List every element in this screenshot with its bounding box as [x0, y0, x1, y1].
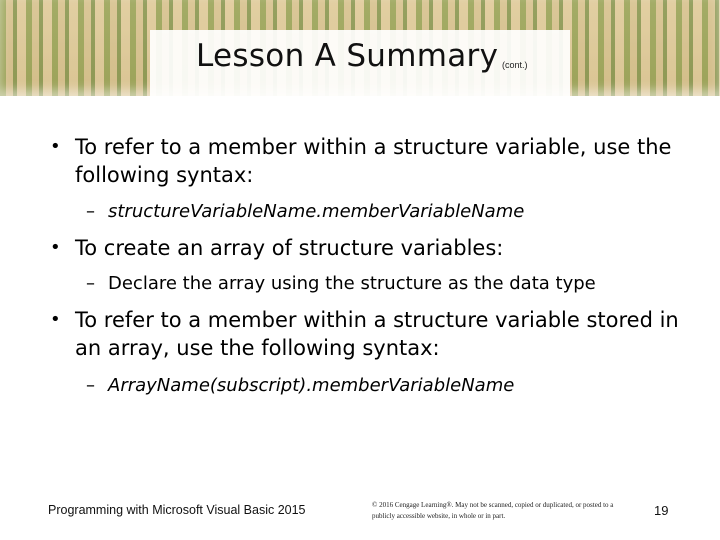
bullet-dot-icon: •: [50, 237, 61, 258]
slide-title: Lesson A Summary: [196, 38, 499, 74]
sub-bullet-2-text: Declare the array using the structure as the data type: [108, 273, 596, 294]
dash-icon: –: [86, 273, 95, 294]
dash-icon: –: [86, 375, 95, 396]
footer-copyright: © 2016 Cengage Learning®. May not be scanned, copied or duplicated, or posted to a publicly accessible website, in whole or in part.: [372, 501, 614, 520]
bullet-dot-icon: •: [50, 136, 61, 157]
sub-bullet-3-text: ArrayName(subscript).memberVariableName: [108, 375, 515, 396]
bullet-2-text: To create an array of structure variables:: [75, 236, 504, 260]
dash-icon: –: [86, 201, 95, 222]
footer-book-title: Programming with Microsoft Visual Basic 2015: [48, 503, 306, 517]
title-suffix: (cont.): [502, 60, 528, 70]
bullet-1-text: To refer to a member within a structure variable, use the following syntax:: [75, 135, 672, 187]
page-number: 19: [654, 503, 669, 518]
bullet-dot-icon: •: [50, 309, 61, 330]
sub-bullet-1-text: structureVariableName.memberVariableName: [108, 201, 525, 222]
bullet-3-text: To refer to a member within a structure variable stored in an array, use the following syntax:: [75, 308, 679, 360]
